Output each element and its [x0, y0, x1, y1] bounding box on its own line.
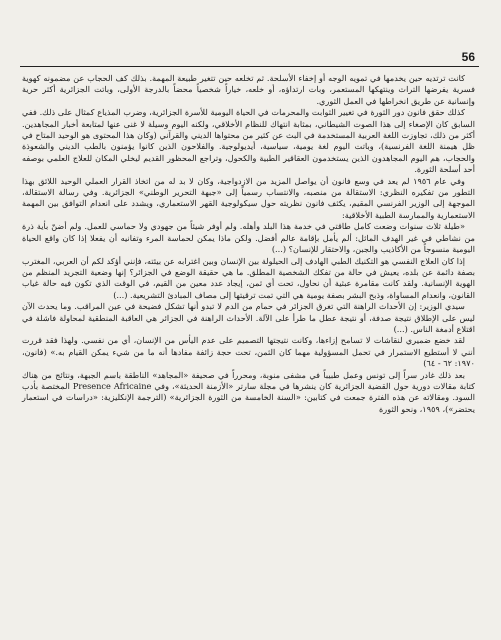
paragraph-4: بعد ذلك غادر سراً إلى تونس وعمل طبيباً في مشفى منوبة، ومحرراً في صحيفة «المجاهد» الناطقة باسم الجبهة، ونتائج من هناك كتابة مقالات دورية حول القضية الجزائرية كان ينشرها في مجلة سارتر «الأزمنة الحديثة»، وفي Presence Africaine المختصة بأدب السود. ومقالاته عن هذه الفترة جمعت في كتابين: «السنة الخامسة من الثورة الجزائرية» (الترجمة الإنكليزية: «دراسات في استعمار يحتضر»)، ١٩٥٩، ونحو الثورة [22, 369, 475, 414]
header-rule [20, 66, 479, 67]
paragraph-3: وفي عام ١٩٥٦ لم يعد في وسع فانون أن يواصل المزيد من الازدواجية، وكان لا بد له من اتخاذ القرار العملي الوحيد اللائق بهذا التطور من تفكيره النظري: الاستقالة من منصبه، والانتساب رسمياً إلى «جبهة التحرير الوطني» الجزائرية. وفي رسالة الاستقالة، الموجهة إلى الوزير الفرنسي المقيم، يكثف فانون نظريته حول سيكولوجية القهر الاستعماري، ويشدد على انعدام التوافق بين المهمة الاستعمارية والممارسة الطبية الأخلاقية: [22, 175, 475, 220]
paragraph-1: كانت ترتديه حين يخدمها في تمويه الوجه أو إخفاء الأسلحة. ثم تخلعه حين تتغير طبيعة المهمة. بذلك كف الحجاب عن مضمونه كهوية فسرية يفرضها التراث وينتهكها المستعمر، وبات ارتداؤه، أو خلعه، خياراً شخصياً محضاً بالدرجة الأولى، وباتت الجزائرية أكثر حرية وإنسانية عن طريق انخراطها في العمل الثوري. [22, 73, 475, 106]
body-text [22, 73, 475, 415]
quote-paragraph-2: إذا كان العلاج النفسي هو التكنيك الطبي الهادف إلى الحيلولة بين الإنسان وبين اغترابه عن بيئته، فإنني أؤكد لكم أن العربي، المغترب بصفة دائمة عن بلده، يعيش في حالة من تفكك الشخصية المطلق. ما هي حقيقة الوضع في الجزائر؟ إنها وضعية التجريد المنظم من الهوية الإنسانية. ولقد كانت مقامرة عبثية أن نحاول، تحت أي ثمن، إيجاد عدد معين من القيم، في الوقت الذي تكون فيه حالة غياب القانون، وانعدام المساواة، وذبح البشر بصفة يومية هي التي تمت ترقيتها إلى مصاف المبادئ التشريعية. (...) [22, 255, 475, 300]
page-number: 56 [461, 50, 475, 64]
paragraph-2: كذلك حقق فانون دور الثورة في تغيير الثوابت والمحرمات في الحياة اليومية للأسرة الجزائرية، وضرب المذياع كمثال على ذلك. ففي السابق كان الإصغاء إلى هذا الصوت الشيطاني، بمثابة انتهاك للنظام الأخلاقي، ولكنه اليوم وسيلة لا غنى عنها لمتابعة أخبار المجاهدين. أكثر من ذلك، تجاوزت اللغة العربية المستخدمة في البث عن كثير من محتواها الديني والقرآني (وكان هذا المحتوى هو الوحيد المتاح في ظل هيمنة اللغة الفرنسية)، وباتت اليوم لغة يومية، سياسية، أيديولوجية. والفلاحون الذين كانوا يؤمنون بالطب الديني والشعوذة والحجاب، هم اليوم المجاهدون الذين يستخدمون العقاقير الطبية والكحول، وتراجع المحظور القديم ليخلي المكان للعلاج العلمي بوصفه أحد أسلحة الثورة. [22, 107, 475, 175]
quote-paragraph-3: سيدي الوزير: إن الأحداث الراهنة التي تغرق الجزائر في حمام من الدم لا تبدو أنها تشكل فضيحة في عين المراقب. وما يحدث الآن ليس على الإطلاق نتيجة صدفة، أو نتيجة عطل ما طرأ على الآلة. الأحداث الراهنة في الجزائر هي العاقبة المنطقية لمحاولة فاشلة في اقتلاع أدمغة الناس. (...) [22, 301, 475, 334]
quote-paragraph-4: لقد خضع ضميري لنقاشات لا تسامح إزاءها، وكانت نتيجتها التصميم على عدم اليأس من الإنسان، أي من نفسي. ولهذا فقد قررت أنني لا أستطيع الاستمرار في تحمل المسؤولية مهما كان الثمن، تحت حجة زائفة مفادها أنه ما من شيء يمكن القيام به.» (فانون، ١٩٧٠: ٦٢ - ٦٤) [22, 335, 475, 369]
quote-paragraph-1: «طيلة ثلاث سنوات وضعت كامل طاقتي في خدمة هذا البلد وأهله. ولم أوفر شيئاً من جهودي ولا حماسي للعمل. ولم أضنّ بأية ذرة من نشاطي في غير الهدف الماثل: ألم يأمل بإقامة عالم أفضل. ولكن ماذا يمكن لحماسة المرء وتفانيه أن يفعلا إذا كان واقع الحياة اليومية منسوجاً من الأكاذيب والجبن، والاحتقار للإنسان؟ (...) [22, 221, 475, 255]
